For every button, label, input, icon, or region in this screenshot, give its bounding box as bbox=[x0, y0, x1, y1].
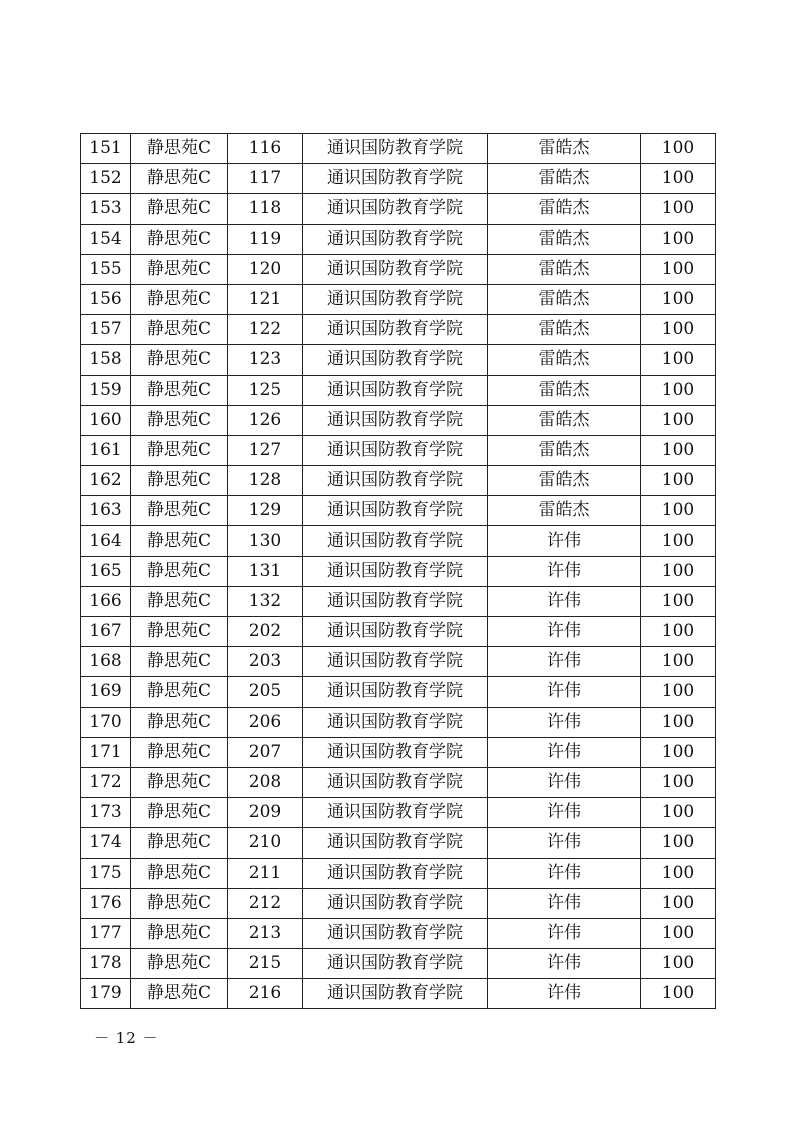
score-cell: 100 bbox=[641, 526, 716, 556]
row-index-cell: 162 bbox=[81, 466, 131, 496]
manager-cell: 许伟 bbox=[488, 858, 641, 888]
manager-cell: 许伟 bbox=[488, 586, 641, 616]
table-row bbox=[81, 405, 716, 435]
manager-cell: 许伟 bbox=[488, 526, 641, 556]
score-cell: 100 bbox=[641, 254, 716, 284]
table-row bbox=[81, 164, 716, 194]
college-cell: 通识国防教育学院 bbox=[303, 767, 488, 797]
row-index-cell: 151 bbox=[81, 134, 131, 164]
score-cell: 100 bbox=[641, 798, 716, 828]
college-cell: 通识国防教育学院 bbox=[303, 949, 488, 979]
room-cell: 119 bbox=[228, 224, 303, 254]
room-cell: 130 bbox=[228, 526, 303, 556]
building-cell: 静思苑C bbox=[131, 617, 228, 647]
table-row bbox=[81, 586, 716, 616]
college-cell: 通识国防教育学院 bbox=[303, 888, 488, 918]
building-cell: 静思苑C bbox=[131, 707, 228, 737]
manager-cell: 许伟 bbox=[488, 979, 641, 1009]
college-cell: 通识国防教育学院 bbox=[303, 556, 488, 586]
score-cell: 100 bbox=[641, 556, 716, 586]
room-cell: 208 bbox=[228, 767, 303, 797]
row-index-cell: 158 bbox=[81, 345, 131, 375]
table-row bbox=[81, 315, 716, 345]
college-cell: 通识国防教育学院 bbox=[303, 224, 488, 254]
row-index-cell: 152 bbox=[81, 164, 131, 194]
manager-cell: 雷皓杰 bbox=[488, 284, 641, 314]
building-cell: 静思苑C bbox=[131, 284, 228, 314]
score-cell: 100 bbox=[641, 828, 716, 858]
manager-cell: 许伟 bbox=[488, 707, 641, 737]
row-index-cell: 157 bbox=[81, 315, 131, 345]
manager-cell: 许伟 bbox=[488, 647, 641, 677]
manager-cell: 许伟 bbox=[488, 918, 641, 948]
table-row bbox=[81, 254, 716, 284]
manager-cell: 雷皓杰 bbox=[488, 405, 641, 435]
score-cell: 100 bbox=[641, 767, 716, 797]
building-cell: 静思苑C bbox=[131, 647, 228, 677]
room-cell: 122 bbox=[228, 315, 303, 345]
table-row bbox=[81, 617, 716, 647]
score-cell: 100 bbox=[641, 737, 716, 767]
row-index-cell: 155 bbox=[81, 254, 131, 284]
row-index-cell: 178 bbox=[81, 949, 131, 979]
room-cell: 209 bbox=[228, 798, 303, 828]
table-row bbox=[81, 435, 716, 465]
building-cell: 静思苑C bbox=[131, 918, 228, 948]
room-cell: 120 bbox=[228, 254, 303, 284]
manager-cell: 雷皓杰 bbox=[488, 345, 641, 375]
college-cell: 通识国防教育学院 bbox=[303, 798, 488, 828]
row-index-cell: 161 bbox=[81, 435, 131, 465]
score-cell: 100 bbox=[641, 949, 716, 979]
college-cell: 通识国防教育学院 bbox=[303, 284, 488, 314]
room-cell: 212 bbox=[228, 888, 303, 918]
score-cell: 100 bbox=[641, 707, 716, 737]
table-row bbox=[81, 194, 716, 224]
manager-cell: 雷皓杰 bbox=[488, 254, 641, 284]
manager-cell: 许伟 bbox=[488, 677, 641, 707]
row-index-cell: 177 bbox=[81, 918, 131, 948]
row-index-cell: 171 bbox=[81, 737, 131, 767]
room-cell: 215 bbox=[228, 949, 303, 979]
college-cell: 通识国防教育学院 bbox=[303, 496, 488, 526]
manager-cell: 许伟 bbox=[488, 798, 641, 828]
room-cell: 216 bbox=[228, 979, 303, 1009]
room-cell: 127 bbox=[228, 435, 303, 465]
table-row bbox=[81, 828, 716, 858]
dormitory-table bbox=[80, 133, 716, 1009]
room-cell: 202 bbox=[228, 617, 303, 647]
score-cell: 100 bbox=[641, 134, 716, 164]
building-cell: 静思苑C bbox=[131, 979, 228, 1009]
manager-cell: 许伟 bbox=[488, 737, 641, 767]
manager-cell: 许伟 bbox=[488, 828, 641, 858]
score-cell: 100 bbox=[641, 466, 716, 496]
room-cell: 117 bbox=[228, 164, 303, 194]
manager-cell: 雷皓杰 bbox=[488, 375, 641, 405]
row-index-cell: 160 bbox=[81, 405, 131, 435]
table-row bbox=[81, 466, 716, 496]
college-cell: 通识国防教育学院 bbox=[303, 828, 488, 858]
row-index-cell: 154 bbox=[81, 224, 131, 254]
building-cell: 静思苑C bbox=[131, 405, 228, 435]
score-cell: 100 bbox=[641, 345, 716, 375]
row-index-cell: 165 bbox=[81, 556, 131, 586]
score-cell: 100 bbox=[641, 435, 716, 465]
row-index-cell: 163 bbox=[81, 496, 131, 526]
row-index-cell: 172 bbox=[81, 767, 131, 797]
table-row bbox=[81, 737, 716, 767]
score-cell: 100 bbox=[641, 586, 716, 616]
room-cell: 131 bbox=[228, 556, 303, 586]
building-cell: 静思苑C bbox=[131, 767, 228, 797]
manager-cell: 雷皓杰 bbox=[488, 466, 641, 496]
page-number: － 12 － bbox=[94, 1029, 159, 1047]
row-index-cell: 179 bbox=[81, 979, 131, 1009]
building-cell: 静思苑C bbox=[131, 858, 228, 888]
manager-cell: 雷皓杰 bbox=[488, 134, 641, 164]
score-cell: 100 bbox=[641, 224, 716, 254]
building-cell: 静思苑C bbox=[131, 134, 228, 164]
room-cell: 205 bbox=[228, 677, 303, 707]
table-row bbox=[81, 949, 716, 979]
building-cell: 静思苑C bbox=[131, 375, 228, 405]
row-index-cell: 174 bbox=[81, 828, 131, 858]
score-cell: 100 bbox=[641, 979, 716, 1009]
score-cell: 100 bbox=[641, 284, 716, 314]
row-index-cell: 170 bbox=[81, 707, 131, 737]
manager-cell: 许伟 bbox=[488, 888, 641, 918]
manager-cell: 许伟 bbox=[488, 767, 641, 797]
college-cell: 通识国防教育学院 bbox=[303, 586, 488, 616]
room-cell: 213 bbox=[228, 918, 303, 948]
building-cell: 静思苑C bbox=[131, 194, 228, 224]
table-row bbox=[81, 858, 716, 888]
building-cell: 静思苑C bbox=[131, 254, 228, 284]
college-cell: 通识国防教育学院 bbox=[303, 918, 488, 948]
building-cell: 静思苑C bbox=[131, 888, 228, 918]
score-cell: 100 bbox=[641, 677, 716, 707]
college-cell: 通识国防教育学院 bbox=[303, 194, 488, 224]
table-row bbox=[81, 284, 716, 314]
table-row bbox=[81, 677, 716, 707]
score-cell: 100 bbox=[641, 405, 716, 435]
row-index-cell: 156 bbox=[81, 284, 131, 314]
score-cell: 100 bbox=[641, 617, 716, 647]
row-index-cell: 159 bbox=[81, 375, 131, 405]
college-cell: 通识国防教育学院 bbox=[303, 254, 488, 284]
building-cell: 静思苑C bbox=[131, 798, 228, 828]
building-cell: 静思苑C bbox=[131, 435, 228, 465]
building-cell: 静思苑C bbox=[131, 526, 228, 556]
building-cell: 静思苑C bbox=[131, 556, 228, 586]
row-index-cell: 175 bbox=[81, 858, 131, 888]
row-index-cell: 169 bbox=[81, 677, 131, 707]
manager-cell: 雷皓杰 bbox=[488, 194, 641, 224]
college-cell: 通识国防教育学院 bbox=[303, 677, 488, 707]
table-row bbox=[81, 224, 716, 254]
score-cell: 100 bbox=[641, 858, 716, 888]
row-index-cell: 176 bbox=[81, 888, 131, 918]
table-row bbox=[81, 345, 716, 375]
college-cell: 通识国防教育学院 bbox=[303, 707, 488, 737]
table-row bbox=[81, 375, 716, 405]
college-cell: 通识国防教育学院 bbox=[303, 164, 488, 194]
row-index-cell: 153 bbox=[81, 194, 131, 224]
building-cell: 静思苑C bbox=[131, 828, 228, 858]
manager-cell: 雷皓杰 bbox=[488, 315, 641, 345]
room-cell: 206 bbox=[228, 707, 303, 737]
table-row bbox=[81, 888, 716, 918]
room-cell: 132 bbox=[228, 586, 303, 616]
room-cell: 210 bbox=[228, 828, 303, 858]
room-cell: 125 bbox=[228, 375, 303, 405]
building-cell: 静思苑C bbox=[131, 496, 228, 526]
table-row bbox=[81, 767, 716, 797]
table-row bbox=[81, 496, 716, 526]
building-cell: 静思苑C bbox=[131, 677, 228, 707]
manager-cell: 雷皓杰 bbox=[488, 435, 641, 465]
building-cell: 静思苑C bbox=[131, 586, 228, 616]
manager-cell: 许伟 bbox=[488, 949, 641, 979]
room-cell: 129 bbox=[228, 496, 303, 526]
table-body bbox=[81, 134, 716, 1009]
row-index-cell: 164 bbox=[81, 526, 131, 556]
manager-cell: 雷皓杰 bbox=[488, 496, 641, 526]
score-cell: 100 bbox=[641, 496, 716, 526]
room-cell: 118 bbox=[228, 194, 303, 224]
college-cell: 通识国防教育学院 bbox=[303, 858, 488, 888]
college-cell: 通识国防教育学院 bbox=[303, 405, 488, 435]
college-cell: 通识国防教育学院 bbox=[303, 345, 488, 375]
score-cell: 100 bbox=[641, 647, 716, 677]
college-cell: 通识国防教育学院 bbox=[303, 647, 488, 677]
score-cell: 100 bbox=[641, 164, 716, 194]
building-cell: 静思苑C bbox=[131, 466, 228, 496]
row-index-cell: 173 bbox=[81, 798, 131, 828]
manager-cell: 许伟 bbox=[488, 556, 641, 586]
manager-cell: 许伟 bbox=[488, 617, 641, 647]
table-row bbox=[81, 707, 716, 737]
table-row bbox=[81, 918, 716, 948]
row-index-cell: 168 bbox=[81, 647, 131, 677]
college-cell: 通识国防教育学院 bbox=[303, 466, 488, 496]
room-cell: 207 bbox=[228, 737, 303, 767]
room-cell: 203 bbox=[228, 647, 303, 677]
room-cell: 123 bbox=[228, 345, 303, 375]
room-cell: 211 bbox=[228, 858, 303, 888]
building-cell: 静思苑C bbox=[131, 315, 228, 345]
building-cell: 静思苑C bbox=[131, 345, 228, 375]
room-cell: 128 bbox=[228, 466, 303, 496]
table-row bbox=[81, 798, 716, 828]
building-cell: 静思苑C bbox=[131, 224, 228, 254]
score-cell: 100 bbox=[641, 375, 716, 405]
row-index-cell: 167 bbox=[81, 617, 131, 647]
room-cell: 116 bbox=[228, 134, 303, 164]
table-row bbox=[81, 556, 716, 586]
table-row bbox=[81, 526, 716, 556]
row-index-cell: 166 bbox=[81, 586, 131, 616]
college-cell: 通识国防教育学院 bbox=[303, 526, 488, 556]
college-cell: 通识国防教育学院 bbox=[303, 375, 488, 405]
college-cell: 通识国防教育学院 bbox=[303, 315, 488, 345]
score-cell: 100 bbox=[641, 315, 716, 345]
score-cell: 100 bbox=[641, 918, 716, 948]
building-cell: 静思苑C bbox=[131, 164, 228, 194]
building-cell: 静思苑C bbox=[131, 737, 228, 767]
table-row bbox=[81, 979, 716, 1009]
table-row bbox=[81, 647, 716, 677]
college-cell: 通识国防教育学院 bbox=[303, 134, 488, 164]
manager-cell: 雷皓杰 bbox=[488, 164, 641, 194]
table-row bbox=[81, 134, 716, 164]
college-cell: 通识国防教育学院 bbox=[303, 737, 488, 767]
score-cell: 100 bbox=[641, 888, 716, 918]
room-cell: 126 bbox=[228, 405, 303, 435]
manager-cell: 雷皓杰 bbox=[488, 224, 641, 254]
score-cell: 100 bbox=[641, 194, 716, 224]
college-cell: 通识国防教育学院 bbox=[303, 979, 488, 1009]
room-cell: 121 bbox=[228, 284, 303, 314]
building-cell: 静思苑C bbox=[131, 949, 228, 979]
college-cell: 通识国防教育学院 bbox=[303, 435, 488, 465]
college-cell: 通识国防教育学院 bbox=[303, 617, 488, 647]
